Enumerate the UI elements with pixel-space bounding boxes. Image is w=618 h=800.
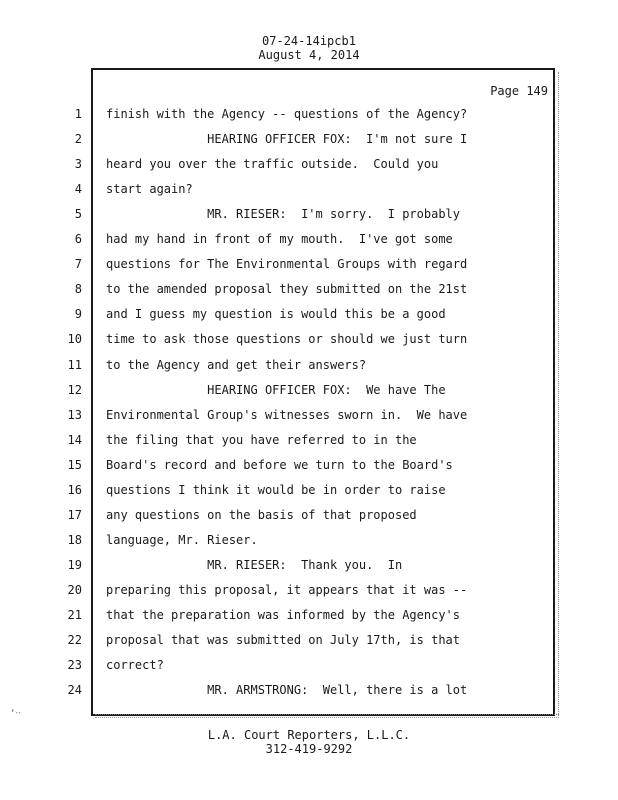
line-number: 12 — [67, 382, 82, 397]
transcript-line — [0, 131, 618, 147]
line-number: 2 — [74, 132, 82, 147]
line-text: Environmental Group's witnesses sworn in. We have — [106, 407, 468, 422]
transcript-line — [0, 357, 618, 373]
line-number: 20 — [67, 582, 82, 597]
line-number: 9 — [74, 307, 82, 322]
line-number: 13 — [67, 407, 82, 422]
line-text: time to ask those questions or should we just turn — [106, 332, 468, 347]
transcript-footer — [0, 728, 618, 756]
line-text: the filing that you have referred to in the — [106, 432, 417, 447]
transcript-line — [0, 532, 618, 548]
transcript-date: August 4, 2014 — [258, 48, 360, 62]
transcript-line — [0, 281, 618, 297]
line-number: 6 — [74, 232, 82, 247]
transcript-line — [0, 206, 618, 222]
line-text: questions for The Environmental Groups with regard — [106, 257, 468, 272]
line-text: MR. ARMSTRONG: Well, there is a lot — [106, 683, 468, 698]
line-text: proposal that was submitted on July 17th, is that — [106, 633, 461, 648]
line-text: finish with the Agency -- questions of the Agency? — [106, 107, 468, 121]
line-number: 17 — [67, 507, 82, 522]
transcript-line — [0, 306, 618, 322]
line-number: 4 — [74, 182, 82, 197]
line-text: and I guess my question is would this be a good — [106, 307, 446, 322]
line-text: to the amended proposal they submitted on the 21st — [106, 282, 468, 297]
line-text: start again? — [106, 182, 193, 197]
line-text: to the Agency and get their answers? — [106, 357, 367, 372]
line-number: 16 — [67, 482, 82, 497]
line-text: MR. RIESER: I'm sorry. I probably — [106, 207, 461, 222]
line-number: 24 — [67, 683, 82, 698]
transcript-line — [0, 582, 618, 598]
line-number: 19 — [67, 557, 82, 572]
line-number: 22 — [67, 633, 82, 648]
transcript-line — [0, 482, 618, 498]
transcript-line — [0, 106, 618, 122]
line-text: had my hand in front of my mouth. I've got some — [106, 232, 453, 247]
transcript-line — [0, 457, 618, 473]
scan-mark: ‘‧‧ — [10, 709, 22, 719]
page-number: Page 149 — [490, 84, 548, 98]
transcript-line — [0, 557, 618, 573]
line-number: 1 — [74, 107, 82, 121]
line-text: language, Mr. Rieser. — [106, 532, 258, 547]
transcript-line — [0, 632, 618, 648]
line-text: HEARING OFFICER FOX: I'm not sure I — [106, 132, 468, 147]
line-number: 21 — [67, 608, 82, 622]
transcript-line — [0, 256, 618, 272]
line-number: 10 — [67, 332, 82, 347]
transcript-line — [0, 181, 618, 197]
transcript-line — [0, 231, 618, 247]
line-number: 23 — [67, 658, 82, 673]
line-text: preparing this proposal, it appears that it was -- — [106, 582, 468, 597]
line-number: 11 — [67, 357, 82, 372]
transcript-line — [0, 432, 618, 448]
line-number: 18 — [67, 532, 82, 547]
line-number: 7 — [74, 257, 82, 272]
line-text: questions I think it would be in order to raise — [106, 482, 446, 497]
line-text: that the preparation was informed by the Agency's — [106, 608, 461, 622]
reporter-phone: 312-419-9292 — [265, 742, 353, 756]
line-number: 14 — [67, 432, 82, 447]
line-text: Board's record and before we turn to the Board's — [106, 457, 453, 472]
transcript-line — [0, 657, 618, 673]
line-number: 5 — [74, 207, 82, 222]
transcript-line — [0, 507, 618, 523]
line-number: 15 — [67, 457, 82, 472]
line-number: 8 — [74, 282, 82, 297]
transcript-line — [0, 407, 618, 423]
line-number: 3 — [74, 157, 82, 172]
transcript-line — [0, 331, 618, 347]
line-text: correct? — [106, 658, 164, 673]
transcript-line — [0, 156, 618, 172]
line-text: HEARING OFFICER FOX: We have The — [106, 382, 446, 397]
transcript-line — [0, 607, 618, 623]
transcript-line — [0, 682, 618, 698]
transcript-id: 07-24-14ipcb1 — [262, 34, 356, 48]
line-text: heard you over the traffic outside. Could you — [106, 157, 439, 172]
line-text: any questions on the basis of that proposed — [106, 507, 417, 522]
reporter-name: L.A. Court Reporters, L.L.C. — [207, 728, 411, 742]
transcript-line — [0, 382, 618, 398]
line-text: MR. RIESER: Thank you. In — [106, 557, 403, 572]
